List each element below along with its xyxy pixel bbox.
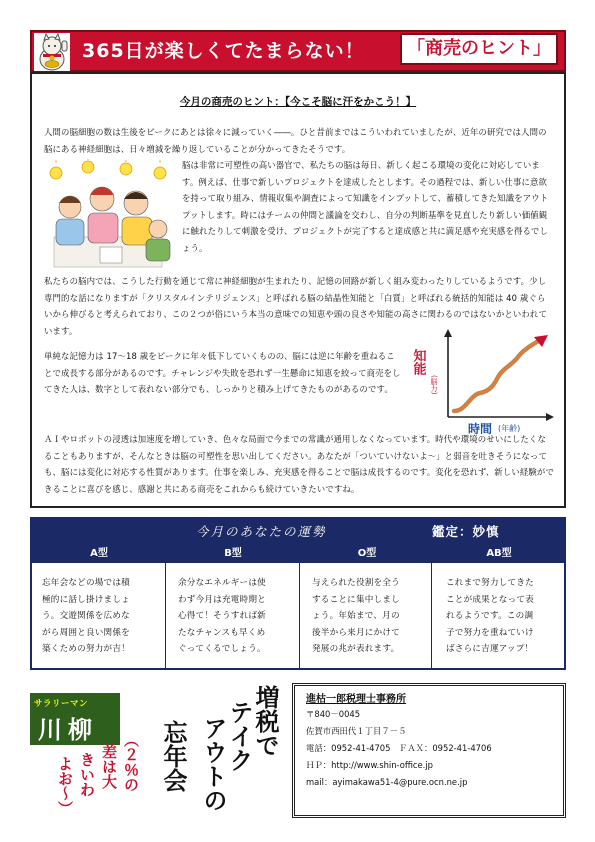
office-address: 佐賀市西田代１丁目７－５	[306, 726, 407, 736]
fortune-col-header-ab: AB型	[432, 545, 566, 563]
paragraph-3: 私たちの脳内では、こうした行動を通じて常に神経細胞が生まれたり、記憶の回路が新しく組み変わったりしているようです。少し専門的な話になりますが「クリスタルインテリジェンス」と呼ばれる脳の結晶性知能と「白質」と呼ばれる統括的知能は 40 歳ぐらいから伸びると考えられており、この２つが俗にいう本当の意味での知恵や頭の良さや知能の高さに関わるのではないかといわれています。	[44, 276, 547, 336]
fortune-text-ab: これまで努力してきた ことが成果となって表 れるようです。この調 子で努力を重ねていけ ばさらに吉運アップ！	[446, 578, 534, 654]
senryu-note-line-4: よお～）	[56, 756, 74, 816]
senryu-line-4: 忘年会	[159, 720, 187, 792]
fortune-col-divider	[431, 545, 432, 668]
fortune-text-o: 与えられた役割を全う することに集中しまし ょう。年始まで、月の 後半から来月にかけて 発展の兆が表れます。	[312, 578, 400, 654]
office-homepage-link[interactable]: ＨＰ：http://www.shin-office.jp	[306, 760, 433, 770]
senryu-line-3: アウトの	[199, 716, 227, 812]
banner-title: 365日が楽しくてたまらない！	[82, 40, 365, 62]
graph-x-label: 時間	[468, 422, 493, 436]
fortune-kantei: 鑑定：妙慎	[432, 524, 500, 539]
graph-growth-curve	[454, 339, 542, 411]
article-heading: 今月の商売のヒント：【今こそ脳に汗をかこう！】	[179, 96, 417, 108]
brainstorm-illustration	[44, 159, 172, 271]
fortune-col-divider	[165, 545, 166, 668]
senryu-note-line-2: 差は大	[100, 744, 118, 789]
paragraph-4: 単純な記憶力は 17～18 歳をピークに年々低下していくものの、脳には逆に年齢を重ねることで成長する部分があるのです。チャレンジや失敗を恐れず一生懸命に知恵を絞って商売をしてきた人は、数字として表れない部分でも、しっかりと積み上げてきたものがあるのです。	[44, 351, 401, 395]
paragraph-2: 脳は非常に可塑性の高い器官で、私たちの脳は毎日、新しく起こる環境の変化に対応しています。例えば、仕事で新しいプロジェクトを達成したとします。その過程では、新しい仕事に意欲を持って取り組み、情報収集や調査によって知識をインプットして、蓄積してきた知識をアウトプットします。時にはチームの仲間と議論を交わし、自分の判断基準を見直したり新しい価値観に触れたりして刺激を受け、プロジェクトが完了すると達成感と共に満足感や充実感を得るでしょう。	[182, 160, 549, 253]
graph-y-sub: (脳力)	[430, 375, 438, 395]
graph-y-label: 知能	[410, 349, 426, 375]
office-name: 進枯一郎税理士事務所	[306, 694, 406, 705]
office-postal: 〒840－0045	[306, 709, 361, 719]
fortune-col-header-b: B型	[166, 545, 300, 563]
banner-hint-label: 「商売のヒント」	[400, 33, 558, 65]
fortune-text-a: 忘年会などの場では積 極的に話し掛けましょ う。交遊関係を広めな がら周囲と良い関係を 築くための努力が吉！	[42, 578, 130, 654]
fortune-col-header-a: A型	[32, 545, 166, 563]
senryu-note-line-3: きいわ	[78, 752, 96, 797]
maneki-neko-icon	[34, 33, 70, 71]
paragraph-1: 人間の脳細胞の数は生後をピークにあとは徐々に減っていく――。ひと昔前まではこういわれていましたが、近年の研究では人間の脳にある神経細胞は、日々増減を繰り返していることが分かってきたそうです。	[44, 127, 547, 154]
senryu-note-line-1: （２％の	[122, 732, 140, 792]
paragraph-5: ＡＩやロボットの浸透は加速度を増していき、色々な局面で今までの常識が通用しなくなっています。時代や環境のせいにしたくなることもありますが、そんなときは脳の可塑性を思い出してください。あなたが「ついていけないよ～」と弱音を吐きそうになっても、脳には変化に対応する性質があります。仕事を楽しみ、充実感を得ることで脳は成長するのです。変化を恐れず、新しい経験ができることに喜びを感じ、感謝と共にある商売をこれからも続けていきたいですね。	[44, 434, 554, 494]
intelligence-growth-graph	[406, 325, 556, 443]
fortune-text-b: 余分なエネルギーは使 わず今月は充電時期と 心得て！そうすれば新 たなチャンスも早くめ ぐってくるでしょう。	[178, 578, 266, 654]
senryu-line-1: 増税で	[251, 685, 279, 757]
senryu-line-2: テイク	[225, 700, 253, 772]
senryu-word: 川柳	[38, 716, 98, 744]
senryu-sub-label: サラリーマン	[34, 699, 89, 709]
fortune-col-header-o: O型	[300, 545, 434, 563]
fortune-title: 今月のあなたの運勢	[196, 524, 327, 539]
graph-x-sub: (年齢)	[498, 424, 521, 433]
fortune-col-divider	[299, 545, 300, 668]
office-email-link[interactable]: mail：ayimakawa51-4@pure.ocn.ne.jp	[306, 777, 468, 787]
office-phone-fax: 電話：0952-41-4705 ＦＡＸ：0952-41-4706	[306, 743, 492, 753]
